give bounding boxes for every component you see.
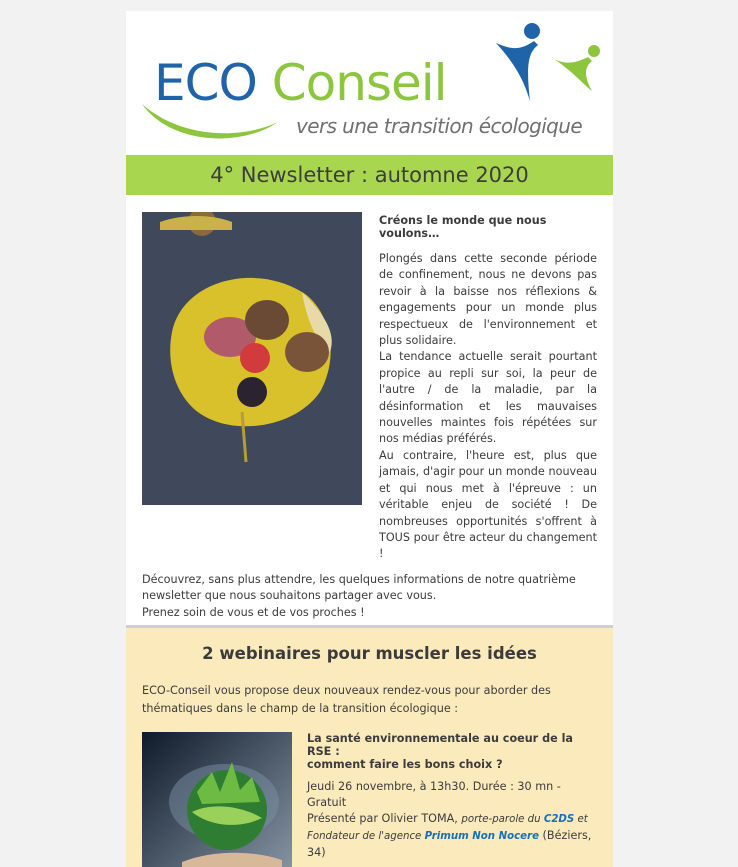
webinar-item-1 — [307, 732, 597, 861]
webinar-item-1-presenter — [307, 811, 597, 861]
intro-footer-line-2: Prenez soin de vous et de vos proches ! — [142, 605, 365, 619]
webinar-section — [126, 628, 613, 867]
webinar-section-title: 2 webinaires pour muscler les idées — [202, 644, 537, 663]
webinar-lead — [142, 682, 592, 717]
webinar-item-1-title-line-2: comment faire les bons choix ? — [307, 758, 503, 771]
newsletter-sheet — [126, 11, 613, 867]
webinar-lead-text: ECO-Conseil vous propose deux nouveaux rendez-vous pour aborder des thématiques dans le champ de la transition écologique : — [142, 684, 551, 715]
webinar-item-1-title — [307, 732, 597, 771]
green-city-globe-photo — [142, 732, 292, 867]
logo-wordmark — [154, 53, 447, 113]
logo-figures-icon — [492, 21, 602, 111]
primum-non-nocere-link[interactable]: Primum Non Nocere — [424, 831, 539, 842]
logo-conseil-text: Conseil — [271, 54, 447, 112]
intro-paragraph-2: La tendance actuelle serait pourtant propice au repli sur soi, la peur de l'autre / de la maladie, par la désinformation et les mauvaises nouvelles maintes fois répétées sur nos médias préférés. — [379, 350, 597, 446]
intro-section — [126, 195, 613, 625]
intro-paragraph-3: Au contraire, l'heure est, plus que jamais, d'agir pour un monde nouveau et qui nous met à l'épreuve : un véritable enjeu de société ! De nombreuses opportunités s'offrent à TOUS pour être acteur du changement ! — [379, 448, 597, 561]
newsletter-banner: 4° Newsletter : automne 2020 — [126, 155, 613, 195]
logo-tagline: vers une transition écologique — [296, 114, 583, 138]
presenter-location: (Béziers, 34) — [307, 829, 592, 859]
logo-eco-text: ECO — [154, 54, 257, 112]
presenter-role-1: porte-parole du — [461, 814, 544, 825]
intro-text — [379, 214, 597, 563]
webinar-item-1-title-line-1: La santé environnementale au coeur de la RSE : — [307, 732, 573, 758]
intro-footer-line-1: Découvrez, sans plus attendre, les quelques informations de notre quatrième newsletter que nous souhaitons partager avec vous. — [142, 573, 576, 603]
presenter-role-2: et Fondateur de l'agence — [307, 814, 588, 842]
intro-heading: Créons le monde que nous voulons… — [379, 214, 547, 240]
header-logo[interactable] — [126, 11, 613, 155]
c2ds-link[interactable]: C2DS — [543, 814, 575, 825]
webinar-item-1-date: Jeudi 26 novembre, à 13h30. Durée : 30 mn - Gratuit — [307, 780, 561, 809]
intro-footer — [142, 572, 602, 621]
autumn-leaf-photo — [142, 212, 362, 505]
presenter-prefix: Présenté par Olivier TOMA, — [307, 812, 462, 825]
intro-paragraph-1: Plongés dans cette seconde période de confinement, nous ne devons pas revoir à la baisse nos réflexions & engagements pour un monde plus respectueux de l'environnement et plus solidaire. — [379, 252, 597, 348]
